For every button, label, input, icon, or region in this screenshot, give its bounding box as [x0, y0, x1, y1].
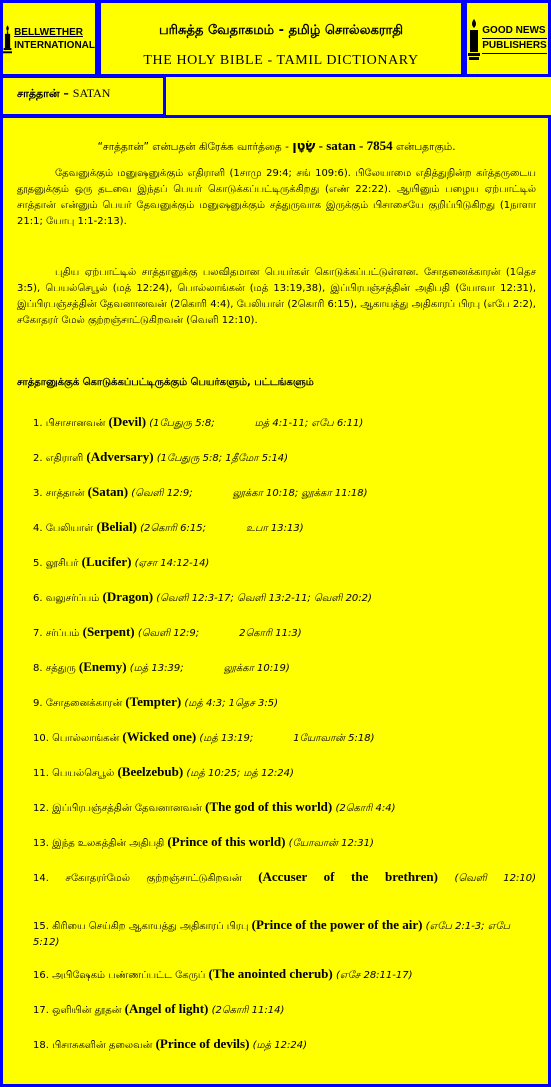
item-reference: (மத் 4:3; 1தெச 3:5) [184, 698, 279, 709]
candle-lamp-icon [468, 17, 480, 61]
item-english-name: (Enemy) [78, 659, 127, 674]
item-reference: (1பேதுரு 5:8; 1தீமோ 5:14) [156, 453, 289, 464]
item-reference: 2கொரி 11:3) [239, 628, 302, 639]
item-reference: (வெளி 12:3-17; வெளி 13:2-11; வெளி 20:2) [156, 593, 372, 604]
item-reference: (வெளி 12:9; [137, 628, 200, 639]
item-tamil-name: சகோதரர்மேல் குற்றஞ்சாட்டுகிறவன் [65, 873, 242, 884]
item-tamil-name: ஒளியின் தூதன் [52, 1005, 122, 1016]
item-reference: லூக்கா 10:19) [223, 663, 290, 674]
section-title-english: SATAN [72, 86, 111, 100]
item-number: 8. [33, 663, 46, 674]
list-item [33, 917, 536, 951]
list-item [33, 659, 536, 677]
item-reference: (எபே 2:1-3; எபே 5:12) [33, 921, 511, 948]
good-news-logo-box [464, 0, 551, 77]
page-header [98, 0, 464, 77]
list-item [33, 484, 536, 502]
paragraph-2: புதிய ஏற்பாட்டில் சாத்தானுக்கு பலவிதமான பெயர்கள் கொடுக்கப்பட்டுள்ளன. சோதனைக்காரன் (1தெச 3:5), பெயல்செபூல் (மத் 12:24), பொல்லாங்கன் (மத் 13:19,38), இப்பிரபஞ்சத்தின் அதிபதி (யோவா 12:31), இப்பிரபஞ்சத்தின் தேவனானவன் (2கொரி 4:4), பேலியாள் (2கொரி 6:15), ஆகாயத்து அதிகாரப் பிரபு (எபே 2:2), சகோதரர் மேல் குற்றஞ்சாட்டுகிறவன் (வெளி 12:10). [17, 267, 536, 326]
candle-lamp-icon [3, 16, 12, 62]
item-number: 6. [33, 593, 46, 604]
item-number: 13. [33, 838, 53, 849]
item-tamil-name: பெயல்செபூல் [52, 768, 115, 779]
item-number: 18. [33, 1040, 53, 1051]
item-reference: (மத் 13:39; [129, 663, 184, 674]
list-item [33, 729, 536, 747]
item-english-name: (Wicked one) [122, 729, 197, 744]
list-heading: சாத்தானுக்குக் கொடுக்கப்பட்டிருக்கும் பெயர்களும், பட்டங்களும் [17, 377, 314, 388]
item-number: 12. [33, 803, 53, 814]
section-title-tamil: சாத்தான் [17, 87, 60, 100]
item-english-name: (Prince of this world) [167, 834, 286, 849]
list-item [33, 449, 536, 467]
item-english-name: (Angel of light) [124, 1001, 209, 1016]
item-tamil-name: இப்பிரபஞ்சத்தின் தேவனானவன் [52, 803, 202, 814]
item-reference: (மத் 12:24) [252, 1040, 307, 1051]
list-item [33, 589, 536, 607]
item-english-name: (Lucifer) [81, 554, 132, 569]
item-english-name: (Tempter) [125, 694, 182, 709]
item-tamil-name: பேலியாள் [45, 523, 94, 534]
logo-line1: BELLWETHER [14, 26, 83, 38]
item-tamil-name: சர்ப்பம் [45, 628, 80, 639]
item-tamil-name: பிசாசானவன் [45, 418, 106, 429]
list-item [33, 966, 536, 984]
item-number: 3. [33, 488, 46, 499]
item-reference: (மத் 13:19; [199, 733, 254, 744]
item-reference: (எசே 28:11-17) [335, 970, 413, 981]
item-english-name: (The god of this world) [205, 799, 333, 814]
item-tamil-name: சோதனைக்காரன் [45, 698, 123, 709]
paragraph-1: தேவனுக்கும் மனுஷனுக்கும் எதிராளி (1சாமு 29:4; சங் 109:6). பிலேயாமை எதித்துநின்ற கர்த்தருடைய தூதனுக்கும் ஒரு தடவை இந்தப் பெயர் கொடுக்கப்பட்டிருக்கிறது (எண் 22:22). ஆயினும் பழைய ஏற்பாட்டில் சாத்தான் என்னும் பெயர் தேவனுக்கும் மனுஷனுக்கும் சத்துருவாக இருக்கும் பிசாசையே குறிப்பிடுகிறது (1நாளா 21:1; யோபு 1:1-2:13). [17, 168, 536, 227]
item-number: 2. [33, 453, 46, 464]
item-english-name: (Prince of devils) [155, 1036, 250, 1051]
list-item [33, 624, 536, 642]
item-tamil-name: அபிஷேகம் பண்ணப்பட்ட கேருப் [52, 970, 206, 981]
logo-line1: GOOD NEWS [482, 24, 546, 39]
list-item [33, 834, 536, 852]
item-reference: (வெளி 12:10) [454, 873, 536, 884]
logo-line2: PUBLISHERS [482, 39, 546, 54]
intro-after: என்பதாகும். [392, 141, 456, 153]
list-item [33, 1036, 536, 1054]
item-reference: (2கொரி 6:15; [140, 523, 206, 534]
item-reference: மத் 4:1-11; எபே 6:11) [254, 418, 364, 429]
item-tamil-name: சாத்தான் [45, 488, 85, 499]
tamil-title: பரிசுத்த வேதாகமம் - தமிழ் சொல்லகராதி [158, 23, 403, 38]
item-tamil-name: சத்துரு [45, 663, 76, 674]
item-tamil-name: பிசாசுகளின் தலைவன் [52, 1040, 153, 1051]
intro-transliteration: - satan - 7854 [315, 138, 393, 153]
item-english-name: (Serpent) [82, 624, 135, 639]
item-reference: (2கொரி 4:4) [335, 803, 396, 814]
item-english-name: (Accuser of the brethren) [258, 869, 438, 884]
item-tamil-name: இந்த உலகத்தின் அதிபதி [52, 838, 165, 849]
item-tamil-name: வலுசர்ப்பம் [45, 593, 100, 604]
list-item [33, 519, 536, 537]
list-item [33, 414, 536, 432]
section-title-sep: – [59, 87, 73, 100]
intro-before: “சாத்தான்” என்பதன் கிரேக்க வார்த்தை - [97, 141, 293, 153]
item-number: 11. [33, 768, 53, 779]
intro-line [17, 138, 536, 154]
item-number: 10. [33, 733, 53, 744]
good-news-logo-text [482, 24, 546, 54]
item-reference: லூக்கா 10:18; லூக்கா 11:18) [232, 488, 368, 499]
item-reference: (மத் 10:25; மத் 12:24) [186, 768, 294, 779]
item-english-name: (Belial) [96, 519, 137, 534]
item-english-name: (Beelzebub) [117, 764, 184, 779]
section-title-box [0, 75, 166, 117]
content-box [0, 115, 551, 1087]
item-number: 16. [33, 970, 53, 981]
item-tamil-name: லூசிபர் [45, 558, 79, 569]
hebrew-word: שָׂטָן [292, 139, 316, 154]
item-number: 14. [33, 873, 66, 884]
item-english-name: (Devil) [108, 414, 147, 429]
list-item [33, 554, 536, 572]
item-reference: (1பேதுரு 5:8; [149, 418, 215, 429]
item-number: 4. [33, 523, 46, 534]
item-english-name: (Adversary) [86, 449, 154, 464]
item-tamil-name: பொல்லாங்கன் [52, 733, 120, 744]
item-english-name: (Dragon) [102, 589, 154, 604]
english-title: THE HOLY BIBLE - TAMIL DICTIONARY [143, 53, 419, 68]
list-item [33, 869, 536, 887]
list-item [33, 1001, 536, 1019]
list-item [33, 764, 536, 782]
item-number: 5. [33, 558, 46, 569]
list-item [33, 799, 536, 817]
item-number: 9. [33, 698, 46, 709]
item-reference: (ஏசா 14:12-14) [134, 558, 210, 569]
item-number: 7. [33, 628, 46, 639]
bellwether-logo-box [0, 0, 98, 77]
item-tamil-name: எதிராளி [45, 453, 84, 464]
section-title [3, 78, 163, 102]
item-reference: (2கொரி 11:14) [211, 1005, 285, 1016]
item-english-name: (The anointed cherub) [208, 966, 333, 981]
item-reference: உபா 13:13) [245, 523, 304, 534]
item-number: 1. [33, 418, 46, 429]
item-reference: (வெளி 12:9; [131, 488, 193, 499]
item-reference: (யோவான் 12:31) [288, 838, 374, 849]
item-english-name: (Satan) [87, 484, 129, 499]
item-reference: 1யோவான் 5:18) [293, 733, 375, 744]
bellwether-logo-text [14, 26, 95, 52]
list-item [33, 694, 536, 712]
item-number: 15. [33, 921, 53, 932]
logo-line2: INTERNATIONAL [14, 39, 95, 51]
item-number: 17. [33, 1005, 53, 1016]
item-tamil-name: கிரியை செய்கிற ஆகாயத்து அதிகாரப் பிரபு [52, 921, 249, 932]
item-english-name: (Prince of the power of the air) [251, 917, 423, 932]
